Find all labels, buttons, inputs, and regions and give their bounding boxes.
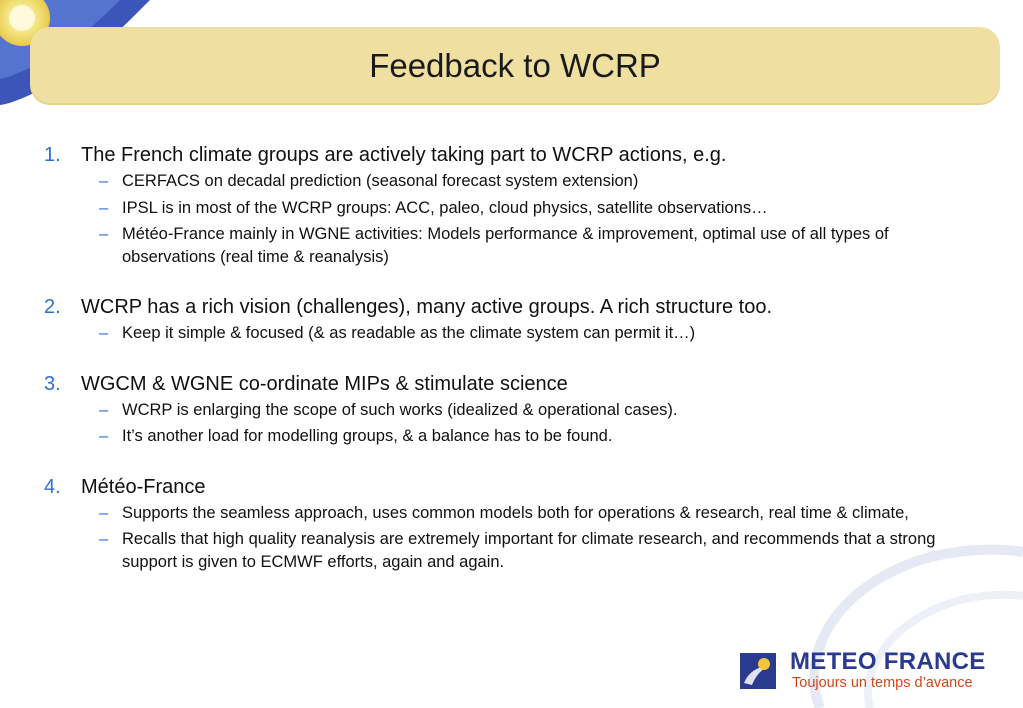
slide-content [44,140,964,577]
sub-bullet [99,197,964,220]
main-bullet [44,369,964,399]
main-bullet [44,140,964,170]
dash-marker: – [99,198,109,217]
bullet-number: 1. [44,144,61,166]
bullet-text: Météo-France [81,475,206,498]
sub-bullet-text: Météo-France mainly in WGNE activities: Models performance & improvement, optimal use of all types of observations (real time & reanalysis) [122,225,889,266]
dash-marker: – [99,530,109,548]
bullet-number: 3. [44,372,61,395]
sub-bullet [99,528,964,573]
sub-bullet [99,223,964,268]
meteo-france-logo-icon [740,653,776,689]
sub-bullet-text: Keep it simple & focused (& as readable as the climate system can permit it…) [122,324,696,342]
sub-bullet-text: It’s another load for modelling groups, & a balance has to be found. [122,427,613,445]
sub-bullet [99,399,964,422]
sub-bullet [99,322,964,345]
sub-bullet [99,170,964,193]
bullet-number: 2. [44,296,61,318]
sub-bullet-text: Recalls that high quality reanalysis are extremely important for climate research, and recommends that a strong support is given to ECMWF efforts, again and again. [122,530,936,571]
bullet-number: 4. [44,475,61,498]
sub-bullet [99,425,964,448]
main-bullet [44,472,964,502]
section-1 [44,140,964,268]
dash-marker: – [99,503,109,522]
main-bullet [44,292,964,322]
bullet-text: The French climate groups are actively taking part to WCRP actions, e.g. [81,144,727,166]
sub-bullet [99,502,964,525]
sub-bullet-text: CERFACS on decadal prediction (seasonal forecast system extension) [122,172,639,190]
sub-bullet-text: IPSL is in most of the WCRP groups: ACC, paleo, cloud physics, satellite observations… [122,198,768,217]
meteo-france-logo [740,648,1002,691]
section-2 [44,292,964,345]
dash-marker: – [99,400,109,419]
dash-marker: – [99,427,109,445]
slide-title: Feedback to WCRP [369,47,661,84]
bullet-text: WCRP has a rich vision (challenges), many active groups. A rich structure too. [81,296,773,318]
sub-bullet-text: WCRP is enlarging the scope of such works (idealized & operational cases). [122,400,678,419]
section-4 [44,472,964,574]
sub-bullet-text: Supports the seamless approach, uses common models both for operations & research, real time & climate, [122,503,909,522]
bullet-text: WGCM & WGNE co-ordinate MIPs & stimulate science [81,372,568,395]
section-3 [44,369,964,448]
logo-name: METEO FRANCE [790,648,986,675]
dash-marker: – [99,324,109,342]
dash-marker: – [99,225,109,243]
dash-marker: – [99,172,109,190]
logo-tagline: Toujours un temps d’avance [792,675,973,691]
